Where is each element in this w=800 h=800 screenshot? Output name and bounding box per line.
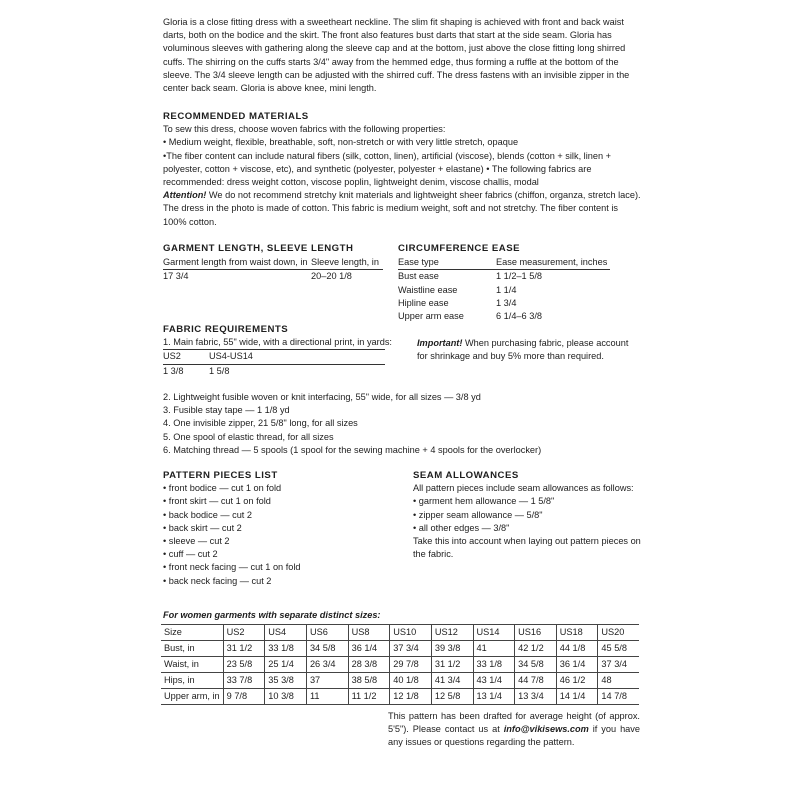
fabric-col1-value: 1 3/8 xyxy=(163,365,184,376)
fabric-col2-value: 1 5/8 xyxy=(209,365,230,376)
fabric-heading: FABRIC REQUIREMENTS xyxy=(163,324,289,335)
garment-col1-header: Garment length from waist down, in xyxy=(163,256,311,270)
ease-row: Bust ease 1 1/2–1 5/8 xyxy=(398,271,542,282)
ease-row: Waistline ease 1 1/4 xyxy=(398,284,517,295)
fabric-section xyxy=(163,323,392,378)
materials-section xyxy=(163,110,641,229)
seam-note: Take this into account when laying out pattern pieces on the fabric. xyxy=(413,536,641,560)
footer-note: This pattern has been drafted for average height (of approx. 5'5"). Please contact us at info@vikisews.com if you have any issues or questions regarding the pattern. xyxy=(388,711,640,748)
seam-allowances-section xyxy=(413,469,641,561)
ease-row: Upper arm ease 6 1/4–6 3/8 xyxy=(398,311,542,322)
garment-col2-header: Sleeve length, in xyxy=(311,256,383,270)
pattern-piece-item: • back neck facing — cut 2 xyxy=(163,575,272,586)
size-table-row: Bust, in 31 1/2 33 1/8 34 5/8 36 1/4 37 3/4 39 3/8 41 42 1/2 44 1/8 45 5/8 xyxy=(161,641,639,657)
ease-col1-header: Ease type xyxy=(398,256,496,270)
pattern-piece-item: • sleeve — cut 2 xyxy=(163,536,230,547)
pattern-piece-item: • front neck facing — cut 1 on fold xyxy=(163,562,301,573)
pattern-piece-item: • front bodice — cut 1 on fold xyxy=(163,483,282,494)
garment-length-table xyxy=(163,256,383,283)
materials-heading: RECOMMENDED MATERIALS xyxy=(163,111,309,122)
seam-item: • all other edges — 3/8" xyxy=(413,522,510,533)
materials-photo-note: The dress in the photo is made of cotton. This fabric is medium weight, soft and not stretchy. The fiber content is 100% cotton. xyxy=(163,203,619,227)
size-header-row: Size US2 US4 US6 US8 US10 US12 US14 US16 US18 US20 xyxy=(161,625,639,641)
size-table xyxy=(161,624,639,705)
fabric-item: 3. Fusible stay tape — 1 1/8 yd xyxy=(163,405,290,416)
garment-col1-value: 17 3/4 xyxy=(163,271,189,282)
fabric-col1-header: US2 xyxy=(163,350,209,364)
pattern-pieces-heading: PATTERN PIECES LIST xyxy=(163,470,278,481)
ease-table xyxy=(398,256,610,323)
fabric-item: 5. One spool of elastic thread, for all sizes xyxy=(163,431,334,442)
fabric-table xyxy=(163,349,385,377)
size-table-row: Hips, in 33 7/8 35 3/8 37 38 5/8 40 1/8 41 3/4 43 1/4 44 7/8 46 1/2 48 xyxy=(161,673,639,689)
seam-lead: All pattern pieces include seam allowances as follows: xyxy=(413,483,634,494)
ease-row: Hipline ease 1 3/4 xyxy=(398,297,517,308)
seam-item: • zipper seam allowance — 5/8" xyxy=(413,509,543,520)
important-label: Important! xyxy=(417,338,463,348)
seam-heading: SEAM ALLOWANCES xyxy=(413,470,519,481)
fabric-main: 1. Main fabric, 55" wide, with a directional print, in yards: xyxy=(163,337,392,348)
attention-label: Attention! xyxy=(163,190,207,201)
seam-item: • garment hem allowance — 1 5/8" xyxy=(413,496,555,507)
contact-email-link[interactable]: info@vikisews.com xyxy=(503,724,589,735)
garment-col2-value: 20–20 1/8 xyxy=(311,271,352,282)
size-table-caption: For women garments with separate distinct sizes: xyxy=(163,610,381,620)
intro-paragraph: Gloria is a close fitting dress with a sweetheart neckline. The slim fit shaping is achieved with front and back waist darts, both on the bodice and the skirt. The front also features bust darts that start at the side seam. Gloria has voluminous sleeves with gathering along the sleeve cap and at the bottom, just above the close fitting long shirred cuffs. The shirring on the cuffs starts 3/4" away from the hemmed edge, thus forming a ruffle at the bottom of the sleeve. The 3/4 sleeve length can be adjusted with the shirred cuff. The dress fastens with an invisible zipper in the center back seam. Gloria is above knee, mini length. xyxy=(163,17,630,94)
materials-bullet-2: •The fiber content can include natural fibers (silk, cotton, linen), artificial (viscose), blends (cotton + silk, linen + polyester, cotton + viscose, etc), and synthetic (polyester, polyester + elastane) • The following fabrics are recommended: dress weight cotton, viscose poplin, lightweight denim, viscose challis, modal xyxy=(163,150,611,188)
materials-attention xyxy=(163,189,641,202)
fabric-col2-header: US4-US14 xyxy=(209,350,385,364)
pattern-piece-item: • front skirt — cut 1 on fold xyxy=(163,496,271,507)
size-table-row: Waist, in 23 5/8 25 1/4 26 3/4 28 3/8 29 7/8 31 1/2 33 1/8 34 5/8 36 1/4 37 3/4 xyxy=(161,657,639,673)
pattern-pieces-section xyxy=(163,469,301,588)
pattern-piece-item: • back bodice — cut 2 xyxy=(163,509,253,520)
garment-length-section xyxy=(163,242,383,284)
materials-bullet-1: • Medium weight, flexible, breathable, soft, non-stretch or with very little stretch, opaque xyxy=(163,137,519,148)
materials-lead: To sew this dress, choose woven fabrics with the following properties: xyxy=(163,124,446,135)
size-table-row: Upper arm, in 9 7/8 10 3/8 11 11 1/2 12 1/8 12 5/8 13 1/4 13 3/4 14 1/4 14 7/8 xyxy=(161,689,639,705)
pattern-piece-item: • back skirt — cut 2 xyxy=(163,522,242,533)
ease-section xyxy=(398,242,610,323)
fabric-item: 2. Lightweight fusible woven or knit interfacing, 55" wide, for all sizes — 3/8 yd xyxy=(163,392,481,402)
ease-col2-header: Ease measurement, inches xyxy=(496,256,610,270)
fabric-items-list xyxy=(163,391,541,457)
ease-heading: CIRCUMFERENCE EASE xyxy=(398,243,521,254)
important-text: When purchasing fabric, please account for shrinkage and buy 5% more than required. xyxy=(417,338,629,362)
fabric-important xyxy=(417,337,639,363)
attention-text: We do not recommend stretchy knit materials and lightweight sheer fabrics (chiffon, organza, stretch lace). xyxy=(206,190,641,201)
pattern-piece-item: • cuff — cut 2 xyxy=(163,549,218,560)
fabric-item: 4. One invisible zipper, 21 5/8" long, for all sizes xyxy=(163,418,358,429)
fabric-item: 6. Matching thread — 5 spools (1 spool for the sewing machine + 4 spools for the overlocker) xyxy=(163,444,542,455)
garment-length-heading: GARMENT LENGTH, SLEEVE LENGTH xyxy=(163,243,354,254)
